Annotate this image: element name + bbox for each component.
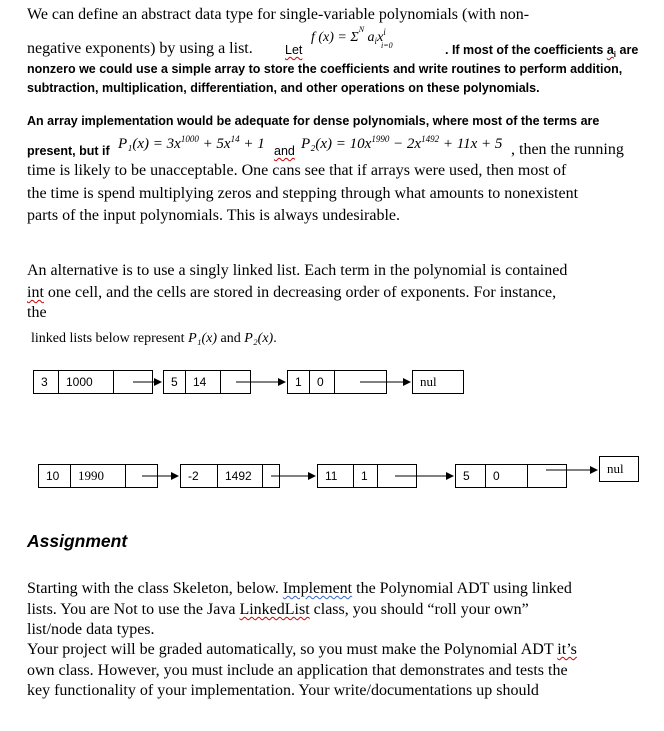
assignment-line2 (27, 601, 529, 619)
formula-term-sub: i (374, 36, 378, 46)
p2-mid: − 2x (389, 136, 422, 152)
p1-end: + 1 (239, 136, 265, 152)
word-linkedlist: LinkedList (239, 601, 310, 618)
list2-null: nul (607, 461, 624, 476)
list1-node-exp: 0 (310, 371, 335, 393)
formula-sum-bottom: i=0 (381, 41, 393, 50)
list1-node-exp: 1000 (59, 371, 114, 393)
para2-line3: time is likely to be unacceptable. One cans see that if arrays were used, then most of (27, 162, 567, 179)
list2-node-coef: 11 (318, 465, 354, 487)
ai-sub: i (613, 50, 617, 59)
para3-p2: P₂(x) (244, 331, 274, 346)
list2-node-coef: 5 (456, 465, 486, 487)
para2-present: present, but if (27, 144, 110, 158)
p1-exp1: 1000 (180, 134, 199, 144)
list2-node-exp: 0 (486, 465, 528, 487)
assignment-line2-a: lists. You are Not to use the Java (27, 601, 236, 618)
para2-line1: An array implementation would be adequate for dense polynomials, where most of the terms are (27, 114, 600, 128)
list1-node-exp: 14 (186, 371, 221, 393)
para1-line3: nonzero we could use a simple array to store the coefficients and write routines to perform addition, (27, 62, 623, 76)
para3-line4-a: linked lists below represent (31, 331, 185, 346)
p1-exp2: 14 (230, 134, 240, 144)
para2-line4: the time is spend multiplying zeros and stepping through what amounts to nonexistent (27, 185, 579, 202)
formula-term-a: a (367, 30, 375, 45)
para3-line1: An alternative is to use a singly linked list. Each term in the polynomial is contained (27, 262, 568, 279)
para3-line2-rest: one cell, and the cells are stored in decreasing order of exponents. For instance, (43, 284, 557, 301)
para1-line2-b: . If most of the coefficients (445, 43, 604, 57)
assignment-line5: own class. However, you must include an application that demonstrates and tests the (27, 662, 568, 679)
word-int: int (27, 284, 44, 301)
list1-node-coef: 1 (288, 371, 310, 393)
p1-start: P₁(x) = 3x (118, 136, 181, 152)
formula-term-x: x (377, 30, 384, 45)
formula-f-text: f (x) = Σ (311, 30, 359, 45)
assignment-line4 (27, 641, 577, 659)
list2-node-coef: -2 (181, 465, 218, 487)
list2-node-exp: 1 (354, 465, 378, 487)
para1-line4: subtraction, multiplication, differentiation, and other operations on these polynomials. (27, 81, 540, 95)
list1-null: nul (420, 374, 437, 389)
ai-letter: a (606, 43, 614, 57)
p1-mid: + 5x (198, 136, 231, 152)
word-implement: Implement (282, 580, 353, 597)
para3-and: and (220, 331, 241, 346)
formula-sum-top: N (358, 25, 365, 34)
assignment-line3: list/node data types. (27, 621, 155, 638)
assignment-line1-b: the Polynomial ADT using linked (352, 580, 572, 597)
p2-exp2: 1492 (421, 134, 440, 144)
assignment-line2-b: class, you should “roll your own” (309, 601, 529, 618)
para1-line1: We can define an abstract data type for single-variable polynomials (with non- (27, 6, 530, 23)
para3-p1: P₁(x) (188, 331, 218, 346)
word-its: it’s (557, 641, 577, 658)
p2-start: P₂(x) = 10x (301, 136, 372, 152)
para1-line2-c: are (619, 43, 639, 57)
assignment-line6: key functionality of your implementation. Your write/documentations up should (27, 682, 539, 699)
p2-exp1: 1990 (371, 134, 390, 144)
assignment-line1 (27, 580, 572, 598)
para2-line5: parts of the input polynomials. This is always undesirable. (27, 207, 400, 224)
list1-node-coef: 3 (34, 371, 59, 393)
word-and: and (274, 144, 295, 158)
list2-node-coef: 10 (39, 465, 71, 487)
list2-node-exp: 1492 (218, 465, 263, 487)
list1-node-coef: 5 (164, 371, 186, 393)
para2-then: , then the running (511, 141, 624, 158)
para3-end: . (273, 331, 277, 346)
para1-line2-start: negative exponents) by using a list. (27, 40, 253, 57)
formula-term-sup: i (383, 27, 386, 37)
para3-line3: the (27, 304, 47, 321)
p2-end: + 11x + 5 (439, 136, 503, 152)
list2-node-exp: 1990 (71, 465, 126, 487)
assignment-heading: Assignment (27, 531, 128, 551)
assignment-line4-a: Your project will be graded automatically, so you must make the Polynomial ADT (27, 641, 554, 658)
assignment-line1-a: Starting with the class Skeleton, below. (27, 580, 279, 597)
word-let: Let (285, 43, 303, 57)
